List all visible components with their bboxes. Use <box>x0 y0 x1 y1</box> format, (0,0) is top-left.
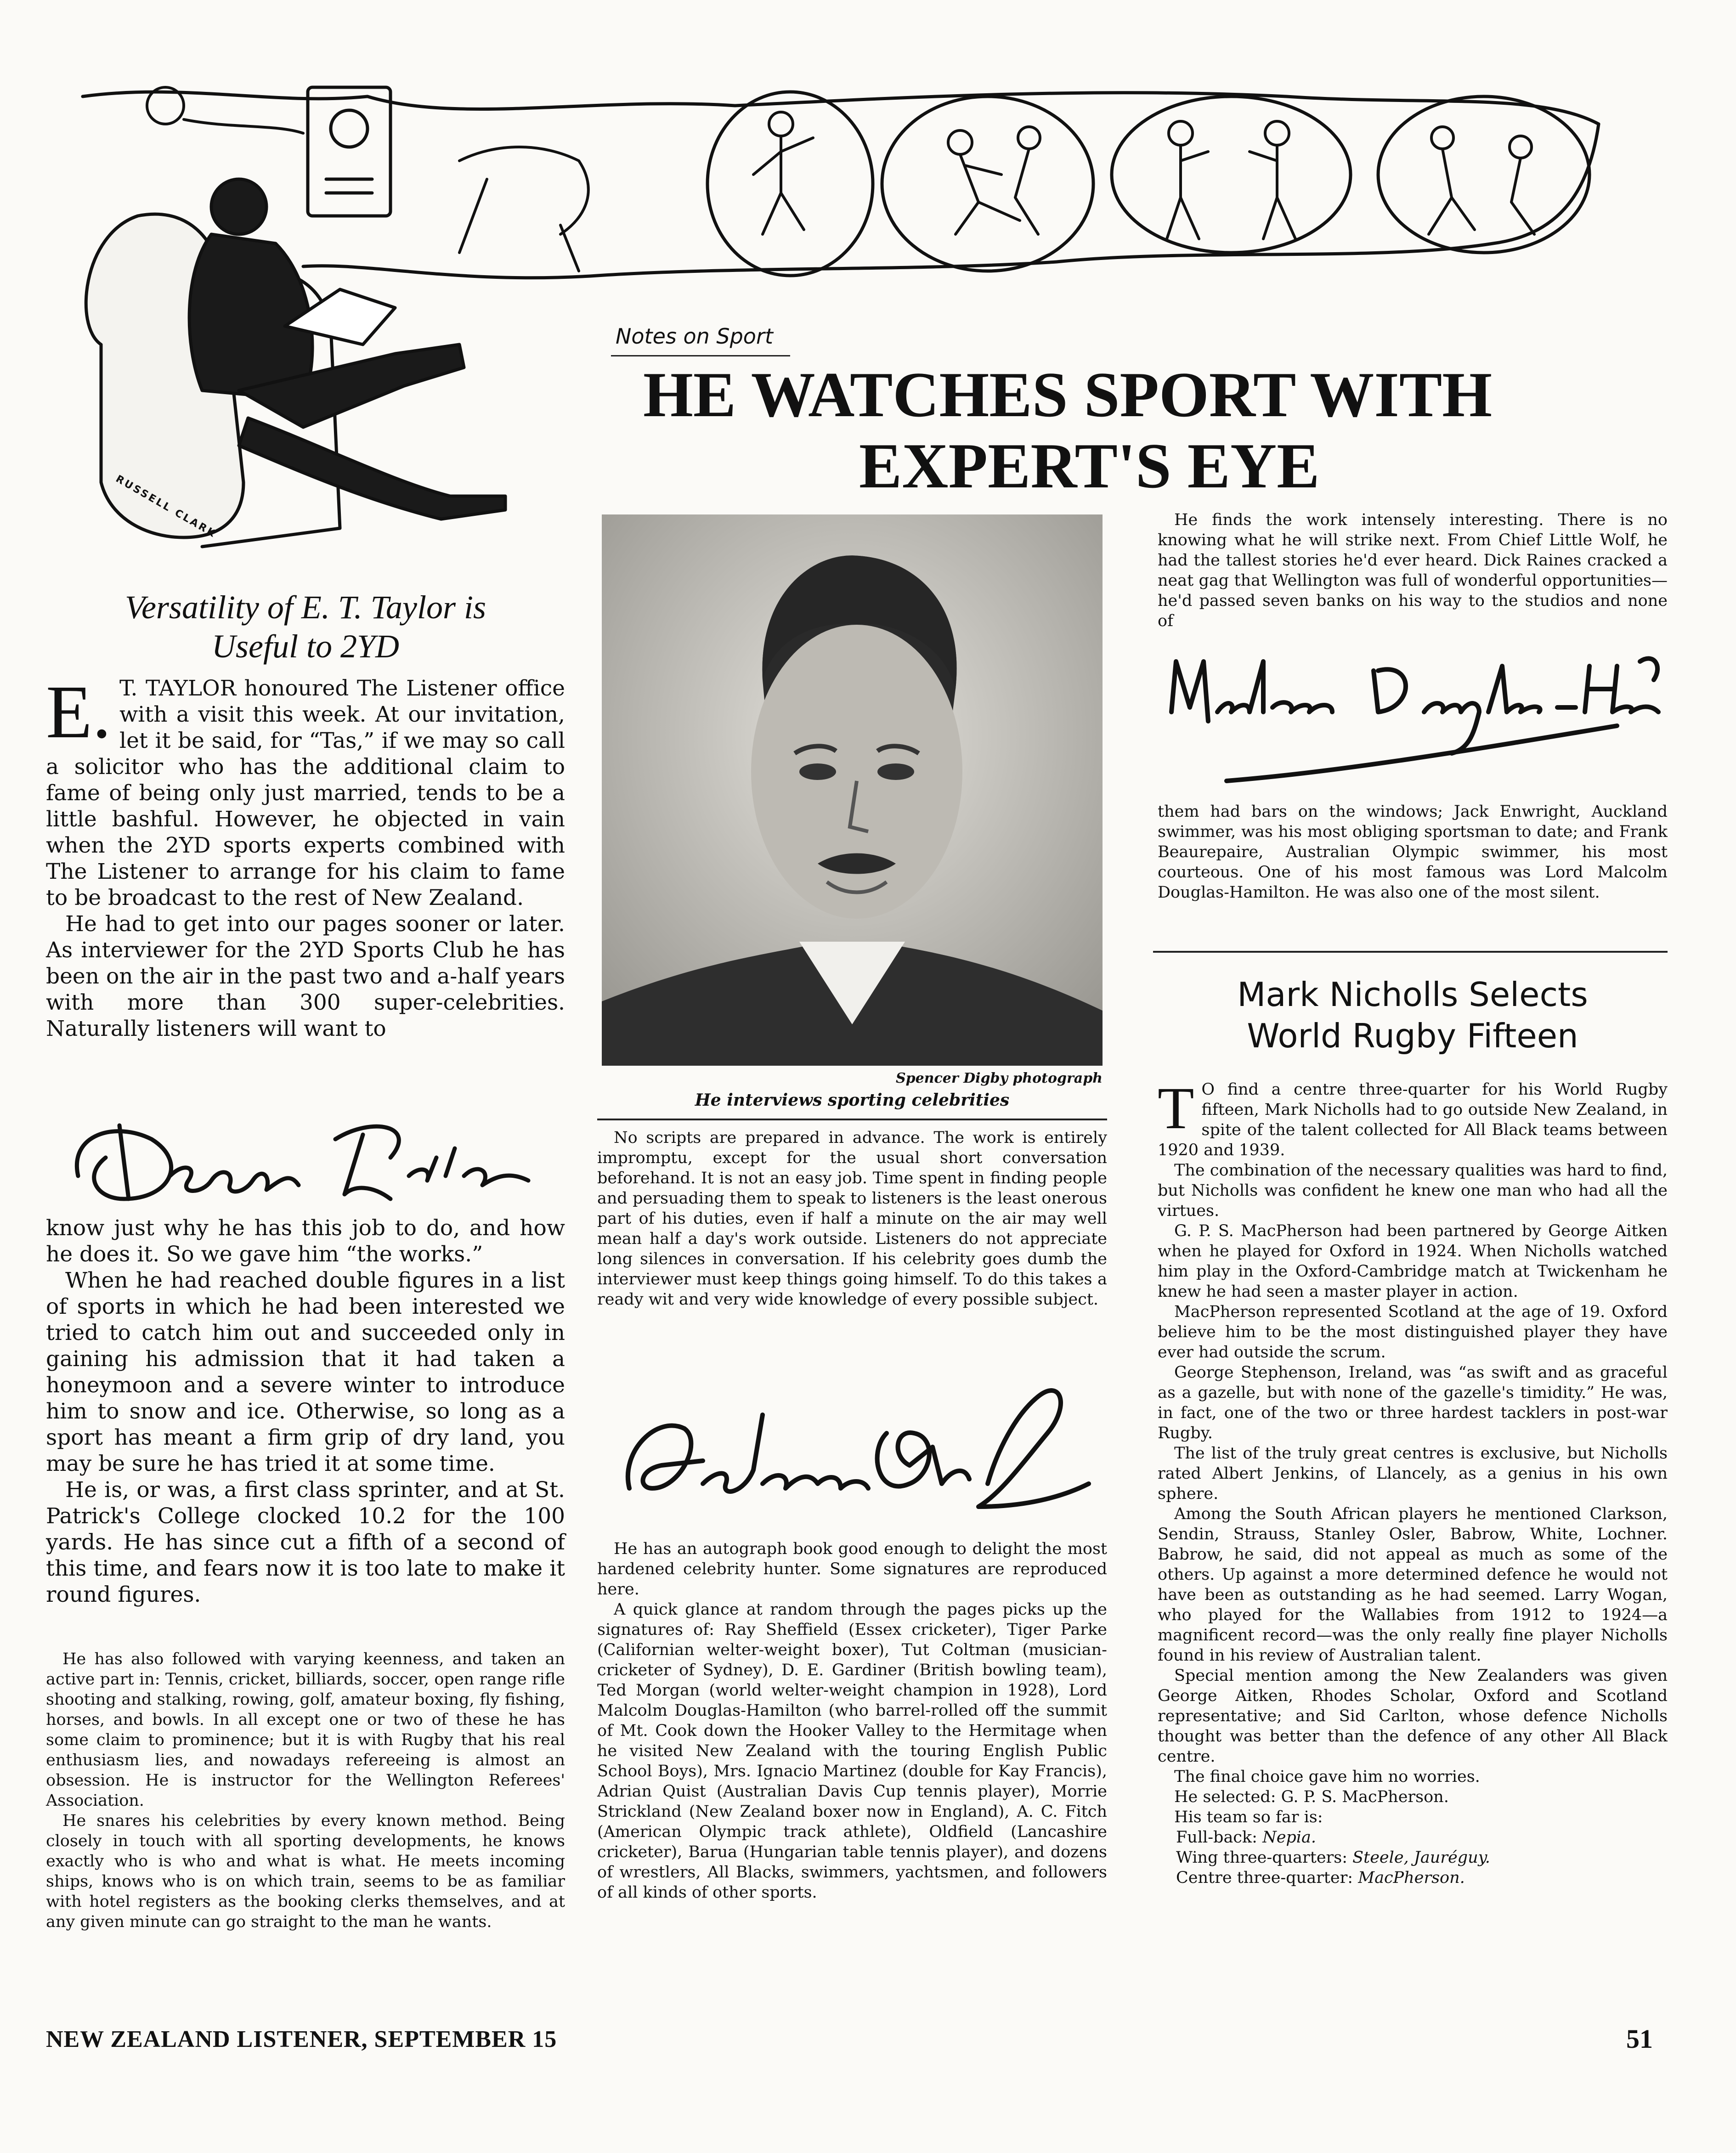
rugby-paragraph-9: The final choice gave him no worries. <box>1174 1768 1480 1786</box>
left-paragraph-3: know just why he has this job to do, and how he does it. So we gave him “the works.” <box>46 1215 565 1267</box>
rugby-paragraph-7: Among the South African players he mentioned Clarkson, Sendin, Strauss, Stanley Osler, Babrow, White, Lochner. Babrow, he said, did not appeal as much as some of the others. Up against a more determined defence he would not have been as outstanding as he had seemed. Larry Wogan, who played for the Wallabies from 1912 to 1924—a magnificent record—was the only really fine player Nicholls found in his review of Australian talent. <box>1158 1505 1668 1665</box>
rugby-paragraph-10: He selected: G. P. S. MacPherson. <box>1174 1788 1449 1806</box>
rugby-title-line-2: World Rugby Fifteen <box>1247 1017 1578 1055</box>
rugby-title-line-1: Mark Nicholls Selects <box>1237 975 1588 1014</box>
team-line-centre: Centre three-quarter: MacPherson. <box>1176 1869 1465 1887</box>
right-paragraph-2: them had bars on the windows; Jack Enwright, Auckland swimmer, was his most obliging sportsman to date; and Frank Beaurepaire, Australian Olympic swimmer, his most courteous. One of his most famous was Lord Malcolm Douglas-Hamilton. He was also one of the most silent. <box>1158 802 1668 902</box>
kicker: Notes on Sport <box>616 324 773 349</box>
dropcap-e: E. <box>46 670 112 754</box>
portrait-photo <box>602 514 1103 1066</box>
kicker-underline <box>611 355 790 356</box>
team-line-fullback: Full-back: Nepia. <box>1176 1828 1316 1847</box>
left-paragraph-4: When he had reached double figures in a list of sports in which he had been interested we tried to catch him out and succeeded only in gaining his admission that it had taken a honeymoon and a severe winter to introduce him to snow and ice. Otherwise, so long as a sport has meant a firm grip of dry land, you may be sure he has tried it at some time. <box>46 1268 565 1476</box>
rugby-paragraph-8: Special mention among the New Zealanders was given George Aitken, Rhodes Scholar, Oxford and Scotland representative; and Sid Carlton, whose defence Nicholls thought was better than the defence of any other All Black centre. <box>1158 1667 1668 1766</box>
rugby-paragraph-11: His team so far is: <box>1174 1808 1323 1826</box>
rugby-paragraph-1: O find a centre three-quarter for his World Rugby fifteen, Mark Nicholls had to go outside New Zealand, in spite of the talent collected for All Black teams between 1920 and 1939. <box>1158 1080 1668 1159</box>
photo-caption: He interviews sporting celebrities <box>695 1091 1010 1110</box>
left-paragraph-2: He had to get into our pages sooner or later. As interviewer for the 2YD Sports Club he has been on the air in the past two and a-half years with more than 300 super-celebrities. Naturally listeners will want to <box>46 911 565 1041</box>
left-section-title <box>46 588 565 666</box>
right-paragraph-1: He finds the work intensely interesting. There is no knowing what he will strike next. From Chief Little Wolf, he had the tallest stories he'd ever heard. Dick Raines cracked a neat gag that Wellington was full of wonderful opportunities—he'd passed seven banks on his way to the studios and none of <box>1158 511 1668 630</box>
right-column-top <box>1158 510 1668 631</box>
footer-publication: NEW ZEALAND LISTENER, SEPTEMBER 15 <box>46 2026 557 2052</box>
left-column-middle <box>46 1215 565 1608</box>
left-column-bottom <box>46 1649 565 1932</box>
artist-signature: RUSSELL CLARK <box>113 473 219 541</box>
middle-paragraph-3: A quick glance at random through the pages picks up the signatures of: Ray Sheffield (Essex cricketer), Tiger Parke (Californian welter-weight boxer), Tut Coltman (musician-cricketer of Sydney), D. E. Gardiner (British bowling team), Ted Morgan (world welter-weight champion in 1928), Lord Malcolm Douglas-Hamilton (who barrel-rolled off the summit of Mt. Cook down the Hooker Valley to the Hermitage when he visited New Zealand with the touring English Public School Boys), Mrs. Ignacio Martinez (double for Kay Francis), Adrian Quist (Australian Davis Cup tennis player), Morrie Strickland (New Zealand boxer now in England), A. C. Fitch (American Olympic track athlete), Oldfield (Lancashire cricketer), Barua (Hungarian table tennis player), and dozens of wrestlers, All Blacks, swimmers, yachtsmen, and followers of all kinds of other sports. <box>597 1600 1107 1902</box>
caption-divider <box>597 1119 1107 1120</box>
rugby-paragraph-6: The list of the truly great centres is exclusive, but Nicholls rated Albert Jenkins, of Llancely, as a genius in his own sphere. <box>1158 1444 1668 1503</box>
rugby-paragraph-5: George Stephenson, Ireland, was “as swift and as graceful as a gazelle, but with none of the gazelle's timidity.” He was, in fact, one of the two or three hardest tacklers in post-war Rugby. <box>1158 1363 1668 1442</box>
headline-line-2: EXPERT'S EYE <box>859 430 1320 502</box>
left-column-top <box>46 670 565 1042</box>
signature-adrian-quist <box>611 1378 1098 1516</box>
signature-dean-hetton <box>51 1107 556 1213</box>
middle-column-top <box>597 1128 1107 1310</box>
rugby-paragraph-3: G. P. S. MacPherson had been partnered by George Aitken when he played for Oxford in 1924. When Nicholls watched him play in the Oxford-Cambridge match at Twickenham he knew he had seen a master player in action. <box>1158 1222 1668 1301</box>
team-line-wings: Wing three-quarters: Steele, Jauréguy. <box>1176 1848 1490 1867</box>
left-title-line-2: Useful to 2YD <box>211 628 400 665</box>
left-paragraph-6: He has also followed with varying keenness, and taken an active part in: Tennis, cricket, billiards, soccer, open range rifle shooting and stalking, rowing, golf, amateur boxing, fly fishing, horses, and bowls. In all except one or two of these he has some claim to prominence; but it is with Rugby that his real enthusiasm lies, and nowadays refereeing is almost an obsession. He is instructor for the Wellington Referees' Association. <box>46 1650 565 1810</box>
left-paragraph-7: He snares his celebrities by every known method. Being closely in touch with all sporting developments, he knows exactly who is who and what is what. He meets incoming ships, knows who is on which train, seems to be as familiar with hotel registers as the booking clerks themselves, and at any given minute can go straight to the man he wants. <box>46 1812 565 1931</box>
rugby-paragraph-4: MacPherson represented Scotland at the age of 19. Oxford believe him to be the most distinguished player they have ever had outside the scrum. <box>1158 1303 1668 1362</box>
headline-line-1: HE WATCHES SPORT WITH <box>643 359 1493 430</box>
signature-malcolm-douglas-hamilton <box>1158 643 1668 795</box>
right-column-rugby <box>1158 1075 1668 1888</box>
left-paragraph-5: He is, or was, a first class sprinter, and at St. Patrick's College clocked 10.2 for the 100 yards. He has since cut a fifth of a second of this time, and fears now it is too late to make it round figures. <box>46 1477 565 1607</box>
right-column-middle <box>1158 802 1668 903</box>
right-divider <box>1153 951 1668 953</box>
left-paragraph-1: T. TAYLOR honoured The Listener office with a visit this week. At our invitation, let it be said, for “Tas,” if we may so call a solicitor who has the additional claim to fame of being only just married, tends to be a little bashful. However, he objected in vain when the 2YD sports experts combined with The Listener to arrange for his claim to fame to be broadcast to the rest of New Zealand. <box>46 676 565 910</box>
rugby-section-title <box>1158 974 1668 1057</box>
page-number: 51 <box>1626 2024 1653 2054</box>
middle-paragraph-1: No scripts are prepared in advance. The work is entirely impromptu, except for the usual short conversation beforehand. It is not an easy job. Time spent in finding people and persuading them to speak to listeners is the least onerous part of his duties, even if half a minute on the air may well mean half a day's work outside. Listeners do not appreciate long silences in conversation. If his celebrity goes dumb the interviewer must keep things going himself. To do this takes a ready wit and very wide knowledge of every possible subject. <box>597 1129 1107 1309</box>
rugby-paragraph-2: The combination of the necessary qualities was hard to find, but Nicholls was confident he knew one man who had all the virtues. <box>1158 1161 1668 1220</box>
left-title-line-1: Versatility of E. T. Taylor is <box>124 589 486 626</box>
photo-credit: Spencer Digby photograph <box>895 1070 1103 1086</box>
dropcap-t: T <box>1158 1075 1194 1141</box>
middle-column-bottom <box>597 1539 1107 1903</box>
header-illustration <box>46 69 1608 574</box>
middle-paragraph-2: He has an autograph book good enough to delight the most hardened celebrity hunter. Some signatures are reproduced here. <box>597 1540 1107 1599</box>
